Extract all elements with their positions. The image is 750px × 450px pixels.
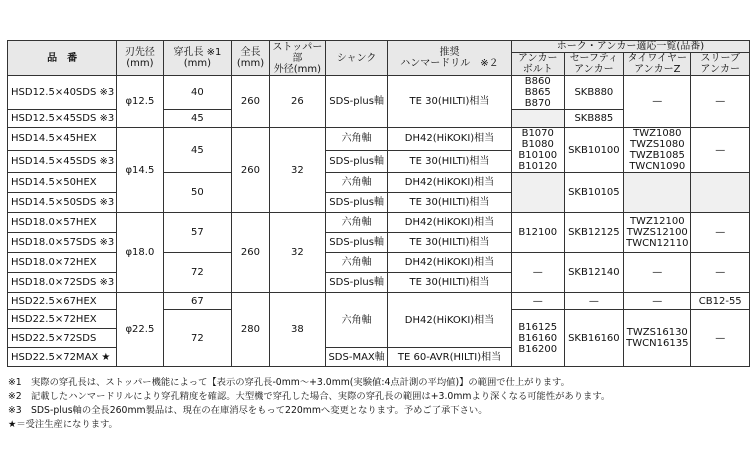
stopper-diameter-cell: 26 bbox=[269, 76, 326, 128]
safety-anchor-cell: SKB12125 bbox=[564, 213, 624, 253]
part-number-cell: HSD12.5×40SDS ※3 bbox=[8, 76, 117, 110]
tie-wire-anchor-cell: TWZ1080 TWZS1080 TWZB1085 TWCN1090 bbox=[624, 128, 691, 173]
shank-cell: SDS-plus軸 bbox=[326, 193, 388, 213]
part-number-cell: HSD14.5×50SDS ※3 bbox=[8, 193, 117, 213]
safety-anchor-cell: SKB10105 bbox=[564, 173, 624, 213]
bit-diameter-cell: φ12.5 bbox=[117, 76, 163, 128]
stopper-diameter-cell: 32 bbox=[269, 128, 326, 213]
anchor-bolt-cell bbox=[511, 173, 564, 213]
tie-wire-anchor-cell: — bbox=[624, 76, 691, 128]
total-length-cell: 260 bbox=[232, 76, 269, 128]
total-length-cell: 260 bbox=[232, 128, 269, 213]
drill-length-cell: 45 bbox=[163, 128, 232, 173]
footnote-2: ※2 記載したハンマードリルにより穿孔精度を確認。大型機で穿孔した場合、実際の穿孔長の範囲は+3.0mmより深くなる可能性があります。 bbox=[8, 391, 611, 402]
header-safety-anchor: セーフティ アンカー bbox=[564, 53, 624, 76]
safety-anchor-cell: SKB16160 bbox=[564, 310, 624, 367]
total-length-cell: 260 bbox=[232, 213, 269, 293]
shank-cell: 六角軸 bbox=[326, 173, 388, 193]
header-total-length: 全長 (mm) bbox=[232, 41, 269, 76]
drill-length-cell: 72 bbox=[163, 253, 232, 293]
hammer-drill-cell: TE 60-AVR(HILTI)相当 bbox=[388, 348, 512, 367]
tie-wire-anchor-cell: TWZ12100 TWZS12100 TWCN12110 bbox=[624, 213, 691, 253]
hammer-drill-cell: DH42(HiKOKI)相当 bbox=[388, 173, 512, 193]
bit-diameter-cell: φ18.0 bbox=[117, 213, 163, 293]
drill-length-cell: 67 bbox=[163, 293, 232, 310]
anchor-bolt-cell: — bbox=[511, 253, 564, 293]
hammer-drill-cell: TE 30(HILTI)相当 bbox=[388, 273, 512, 293]
part-number-cell: HSD18.0×72HEX bbox=[8, 253, 117, 273]
tie-wire-anchor-cell: TWZS16130 TWCN16135 bbox=[624, 310, 691, 367]
spec-table bbox=[7, 40, 750, 367]
sleeve-anchor-cell: — bbox=[691, 253, 750, 293]
table-row bbox=[8, 213, 750, 233]
hammer-drill-cell: DH42(HiKOKI)相当 bbox=[388, 213, 512, 233]
hammer-drill-cell: DH42(HiKOKI)相当 bbox=[388, 253, 512, 273]
anchor-bolt-cell: B12100 bbox=[511, 213, 564, 253]
table-row bbox=[8, 128, 750, 151]
part-number-cell: HSD22.5×67HEX bbox=[8, 293, 117, 310]
hammer-drill-cell: TE 30(HILTI)相当 bbox=[388, 150, 512, 173]
sleeve-anchor-cell: — bbox=[691, 213, 750, 253]
total-length-cell: 280 bbox=[232, 293, 269, 367]
part-number-cell: HSD22.5×72SDS bbox=[8, 329, 117, 348]
hammer-drill-cell: TE 30(HILTI)相当 bbox=[388, 76, 512, 128]
anchor-bolt-cell: B860 B865 B870 bbox=[511, 76, 564, 110]
hammer-drill-cell: DH42(HiKOKI)相当 bbox=[388, 128, 512, 151]
safety-anchor-cell: SKB885 bbox=[564, 110, 624, 128]
hammer-drill-cell: TE 30(HILTI)相当 bbox=[388, 233, 512, 253]
anchor-bolt-cell: — bbox=[511, 293, 564, 310]
header-bit-diameter: 刃先径 (mm) bbox=[117, 41, 163, 76]
tie-wire-anchor-cell bbox=[624, 173, 691, 213]
header-anchor-bolt: アンカー ボルト bbox=[511, 53, 564, 76]
bit-diameter-cell: φ22.5 bbox=[117, 293, 163, 367]
header-shank: シャンク bbox=[326, 41, 388, 76]
part-number-cell: HSD22.5×72MAX ★ bbox=[8, 348, 117, 367]
drill-length-cell: 40 bbox=[163, 76, 232, 110]
shank-cell: SDS-MAX軸 bbox=[326, 348, 388, 367]
part-number-cell: HSD22.5×72HEX bbox=[8, 310, 117, 329]
header-tie-wire-anchor: タイワイヤー アンカーZ bbox=[624, 53, 691, 76]
stopper-diameter-cell: 38 bbox=[269, 293, 326, 367]
shank-cell: 六角軸 bbox=[326, 293, 388, 348]
safety-anchor-cell: SKB880 bbox=[564, 76, 624, 110]
safety-anchor-cell: SKB10100 bbox=[564, 128, 624, 173]
drill-length-cell: 50 bbox=[163, 173, 232, 213]
drill-length-cell: 45 bbox=[163, 110, 232, 128]
anchor-bolt-cell: B16125 B16160 B16200 bbox=[511, 310, 564, 367]
stopper-diameter-cell: 32 bbox=[269, 213, 326, 293]
part-number-cell: HSD14.5×45HEX bbox=[8, 128, 117, 151]
table-row bbox=[8, 76, 750, 110]
shank-cell: 六角軸 bbox=[326, 128, 388, 151]
header-sleeve-anchor: スリーブ アンカー bbox=[691, 53, 750, 76]
anchor-bolt-cell: B1070 B1080 B10100 B10120 bbox=[511, 128, 564, 173]
anchor-bolt-cell bbox=[511, 110, 564, 128]
part-number-cell: HSD12.5×45SDS ※3 bbox=[8, 110, 117, 128]
tie-wire-anchor-cell: — bbox=[624, 293, 691, 310]
part-number-cell: HSD18.0×72SDS ※3 bbox=[8, 273, 117, 293]
header-hammer-drill: 推奨 ハンマードリル ※２ bbox=[388, 41, 512, 76]
footnote-3: ※3 SDS-plus軸の全長260mm製品は、現在の在庫消尽をもって220mmへ変更となります。予めご了承下さい。 bbox=[8, 405, 488, 416]
sleeve-anchor-cell bbox=[691, 173, 750, 213]
shank-cell: SDS-plus軸 bbox=[326, 150, 388, 173]
safety-anchor-cell: — bbox=[564, 293, 624, 310]
drill-length-cell: 57 bbox=[163, 213, 232, 253]
part-number-cell: HSD18.0×57HEX bbox=[8, 213, 117, 233]
part-number-cell: HSD18.0×57SDS ※3 bbox=[8, 233, 117, 253]
shank-cell: 六角軸 bbox=[326, 213, 388, 233]
table-row bbox=[8, 293, 750, 310]
footnote-1: ※1 実際の穿孔長は、ストッパー機能によって【表示の穿孔長-0mm〜+3.0mm(実験値:4点計測の平均値)】の範囲で仕上がります。 bbox=[8, 377, 570, 388]
part-number-cell: HSD14.5×50HEX bbox=[8, 173, 117, 193]
drill-length-cell: 72 bbox=[163, 310, 232, 367]
header-stopper-diameter: ストッパー部 外径(mm) bbox=[269, 41, 326, 76]
safety-anchor-cell: SKB12140 bbox=[564, 253, 624, 293]
sleeve-anchor-cell: — bbox=[691, 76, 750, 128]
header-part-no: 品 番 bbox=[8, 41, 117, 76]
sleeve-anchor-cell: CB12-55 bbox=[691, 293, 750, 310]
tie-wire-anchor-cell: — bbox=[624, 253, 691, 293]
bit-diameter-cell: φ14.5 bbox=[117, 128, 163, 213]
hammer-drill-cell: DH42(HiKOKI)相当 bbox=[388, 293, 512, 348]
footnotes bbox=[8, 376, 610, 432]
shank-cell: SDS-plus軸 bbox=[326, 76, 388, 128]
shank-cell: SDS-plus軸 bbox=[326, 233, 388, 253]
header-drill-length: 穿孔長 ※1 (mm) bbox=[163, 41, 232, 76]
header-anchor-group: ホーク・アンカー適応一覧(品番) bbox=[511, 41, 749, 53]
part-number-cell: HSD14.5×45SDS ※3 bbox=[8, 150, 117, 173]
sleeve-anchor-cell: — bbox=[691, 310, 750, 367]
hammer-drill-cell: TE 30(HILTI)相当 bbox=[388, 193, 512, 213]
footnote-4: ★＝受注生産になります。 bbox=[8, 419, 118, 430]
shank-cell: 六角軸 bbox=[326, 253, 388, 273]
shank-cell: SDS-plus軸 bbox=[326, 273, 388, 293]
sleeve-anchor-cell: — bbox=[691, 128, 750, 173]
